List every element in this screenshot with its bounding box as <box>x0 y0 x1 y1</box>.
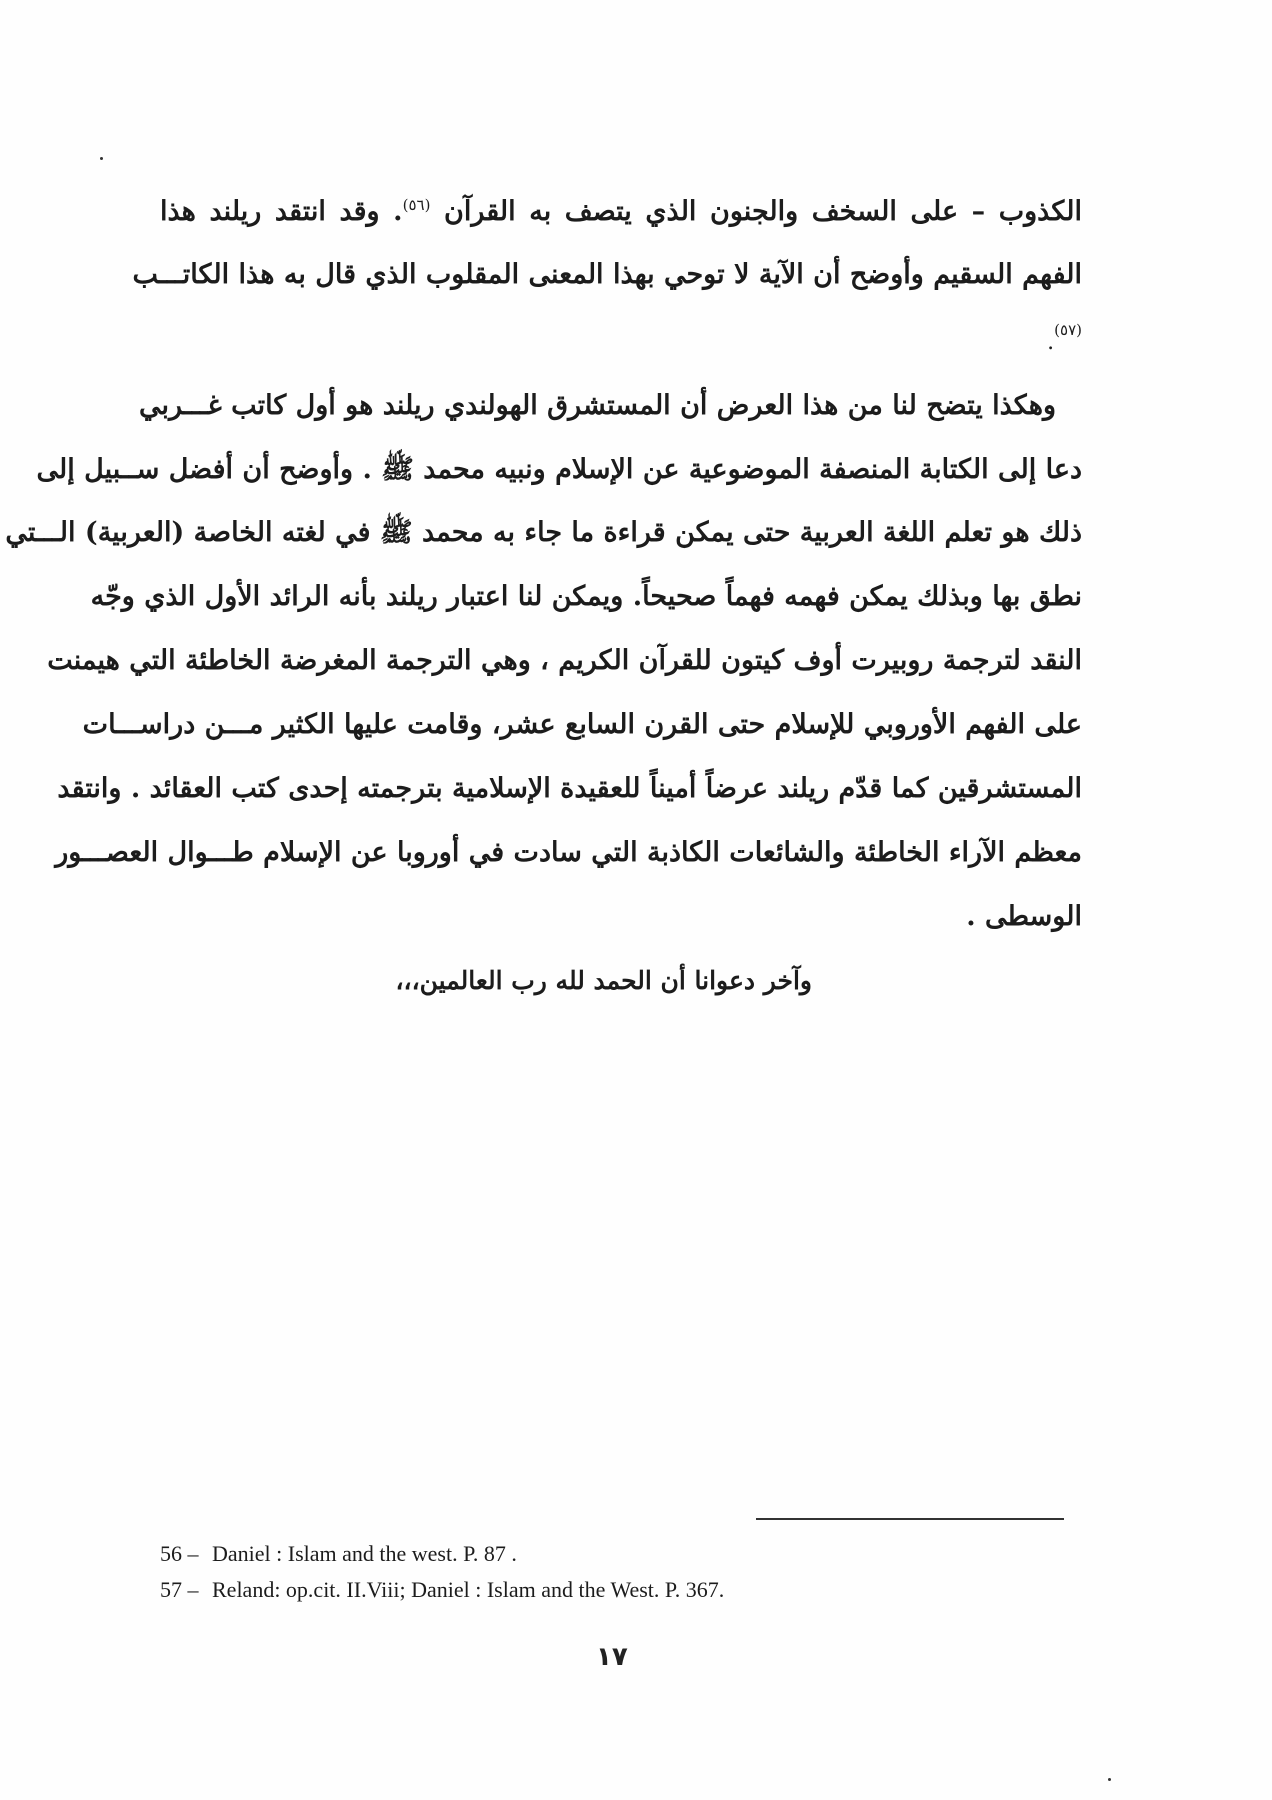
paragraph2-line-4: نطق بها وبذلك يمكن فهمه فهماً صحيحاً. ويمكن لنا اعتبار ريلند بأنه الرائد الأول الذي وجّه <box>90 581 1082 612</box>
footnote-ref-57[interactable]: (٥٧) <box>1054 321 1082 339</box>
paragraph1-end <box>1047 318 1082 355</box>
paragraph1-end-punct: . <box>1047 330 1055 355</box>
closing-statement: وآخر دعوانا أن الحمد لله رب العالمين،،، <box>395 966 812 995</box>
scan-speck <box>100 157 103 160</box>
paragraph2-line-7: المستشرقين كما قدّم ريلند عرضاً أميناً للعقيدة الإسلامية بترجمته إحدى كتب العقائد . وانتقد <box>57 773 1082 804</box>
paragraph2-line-9: الوسطى . <box>966 901 1082 932</box>
footnote-ref-56[interactable]: (٥٦) <box>402 196 431 214</box>
paragraph1-line-1 <box>160 198 1082 225</box>
paragraph2-line-2: دعا إلى الكتابة المنصفة الموضوعية عن الإسلام ونبيه محمد ﷺ . وأوضح أن أفضل ســبيل إلى <box>36 454 1082 485</box>
paragraph1-line-2: الفهم السقيم وأوضح أن الآية لا توحي بهذا المعنى المقلوب الذي قال به هذا الكاتـــب <box>132 259 1082 290</box>
paragraph2-line-3: ذلك هو تعلم اللغة العربية حتى يمكن قراءة ما جاء به محمد ﷺ في لغته الخاصة (العربية) الـــتي <box>5 517 1082 548</box>
paragraph1-line-1-text: الكذوب – على السخف والجنون الذي يتصف به القرآن <box>444 196 1082 227</box>
paragraph2-line-8: معظم الآراء الخاطئة والشائعات الكاذبة التي سادت في أوروبا عن الإسلام طـــوال العصـــور <box>55 837 1082 868</box>
footnote-number: 56 – <box>160 1541 199 1566</box>
footnote-text: Reland: op.cit. II.Viii; Daniel : Islam and the West. P. 367. <box>212 1577 725 1602</box>
footnote-text: Daniel : Islam and the west. P. 87 . <box>212 1541 517 1566</box>
paragraph2-line-5: النقد لترجمة روبيرت أوف كيتون للقرآن الكريم ، وهي الترجمة المغرضة الخاطئة التي هيمنت <box>47 645 1082 676</box>
footnote-separator <box>756 1518 1064 1520</box>
paragraph2-line-6: على الفهم الأوروبي للإسلام حتى القرن السابع عشر، وقامت عليها الكثير مـــن دراســـات <box>82 709 1082 740</box>
paragraph1-line-1-tail: . وقد انتقد ريلند هذا <box>160 196 403 227</box>
footnote-57 <box>160 1577 724 1603</box>
page-number: ١٧ <box>596 1642 628 1672</box>
paragraph2-line-1: وهكذا يتضح لنا من هذا العرض أن المستشرق الهولندي ريلند هو أول كاتب غـــربي <box>138 390 1056 421</box>
footnote-number: 57 – <box>160 1577 199 1602</box>
footnote-56 <box>160 1541 517 1567</box>
scan-speck <box>1108 1778 1111 1781</box>
